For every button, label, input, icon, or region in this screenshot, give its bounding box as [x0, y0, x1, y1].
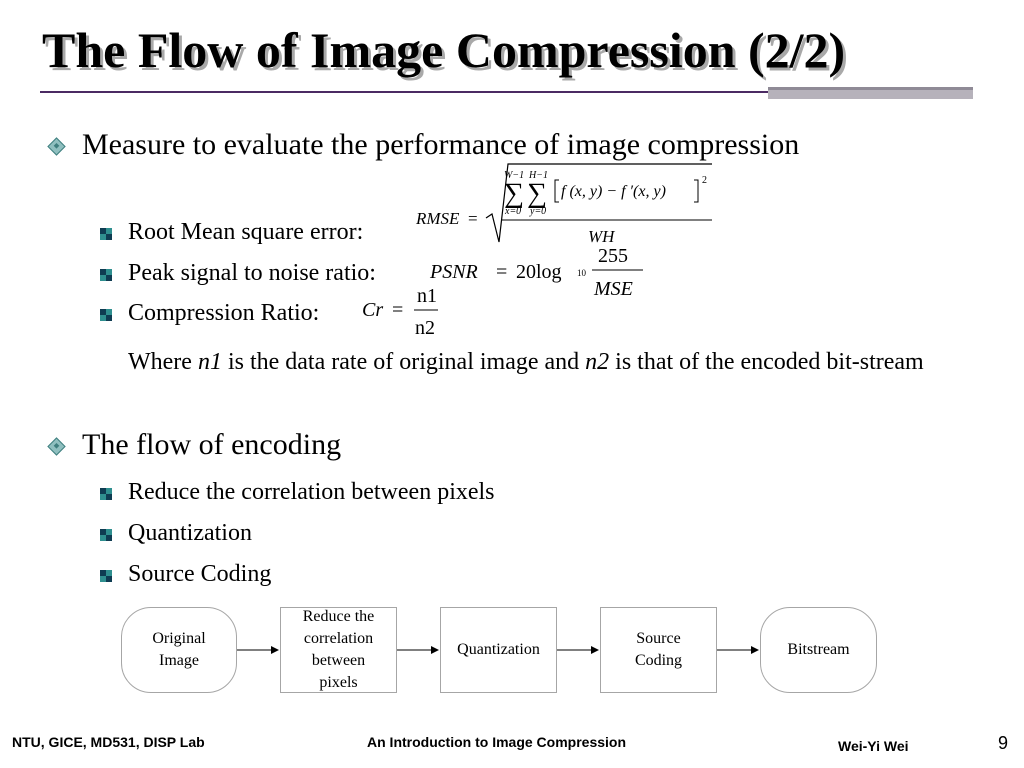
slide-title: The Flow of Image Compression (2/2) [42, 22, 846, 78]
sum1-lower: x=0 [505, 206, 522, 217]
page-number: 9 [997, 733, 1008, 753]
footer-right: Wei-Yi Wei [838, 738, 909, 754]
rmse-denominator: WH [588, 227, 615, 246]
where-text-3: is that of the encoded bit-stream [609, 349, 924, 375]
flow-box-source-coding: Source Coding [600, 607, 717, 693]
psnr-log-base: 10 [577, 268, 586, 278]
bullet-measure-heading: Measure to evaluate the performance of image compression [82, 128, 800, 161]
psnr-equals: = [496, 261, 508, 283]
sigma-2: ∑ [527, 178, 547, 209]
footer-left: NTU, GICE, MD531, DISP Lab [12, 734, 205, 750]
sigma-1: ∑ [504, 178, 524, 209]
psnr-numerator: 255 [598, 245, 628, 267]
encoding-item: Quantization [128, 520, 252, 546]
footer-center: An Introduction to Image Compression [367, 734, 627, 750]
flow-box-quantization: Quantization [440, 607, 557, 693]
psnr-coefficient: 20log [516, 261, 562, 283]
psnr-denominator: MSE [594, 278, 633, 300]
cr-label: Compression Ratio: [128, 300, 320, 326]
cr-numerator: n1 [417, 285, 437, 307]
rmse-exponent: 2 [702, 175, 707, 186]
rmse-body: f (x, y) − f ′(x, y) [561, 183, 666, 200]
flow-box-bitstream: Bitstream [760, 607, 877, 693]
psnr-lhs: PSNR [430, 261, 478, 283]
encoding-item: Reduce the correlation between pixels [128, 479, 495, 505]
rmse-label: Root Mean square error: [128, 219, 364, 245]
flow-box-original-image: Original Image [121, 607, 237, 693]
where-n1: n1 [197, 349, 222, 375]
encoding-item: Source Coding [128, 561, 272, 587]
cr-denominator: n2 [415, 317, 435, 339]
sum2-upper: H−1 [529, 170, 548, 181]
cr-lhs: Cr [362, 299, 384, 321]
rmse-equals: = [468, 209, 478, 228]
psnr-label: Peak signal to noise ratio: [128, 260, 376, 286]
cr-equals: = [392, 299, 404, 321]
flow-box-reduce-correlation: Reduce the correlation between pixels [280, 607, 397, 693]
rmse-lhs: RMSE [416, 209, 460, 228]
where-text-2: is the data rate of original image and [221, 349, 586, 375]
sum2-lower: y=0 [530, 206, 547, 217]
where-n2: n2 [585, 349, 610, 375]
bullet-encoding-heading: The flow of encoding [82, 428, 342, 461]
where-text-1: Where [128, 349, 198, 375]
sum1-upper: W−1 [504, 170, 525, 181]
